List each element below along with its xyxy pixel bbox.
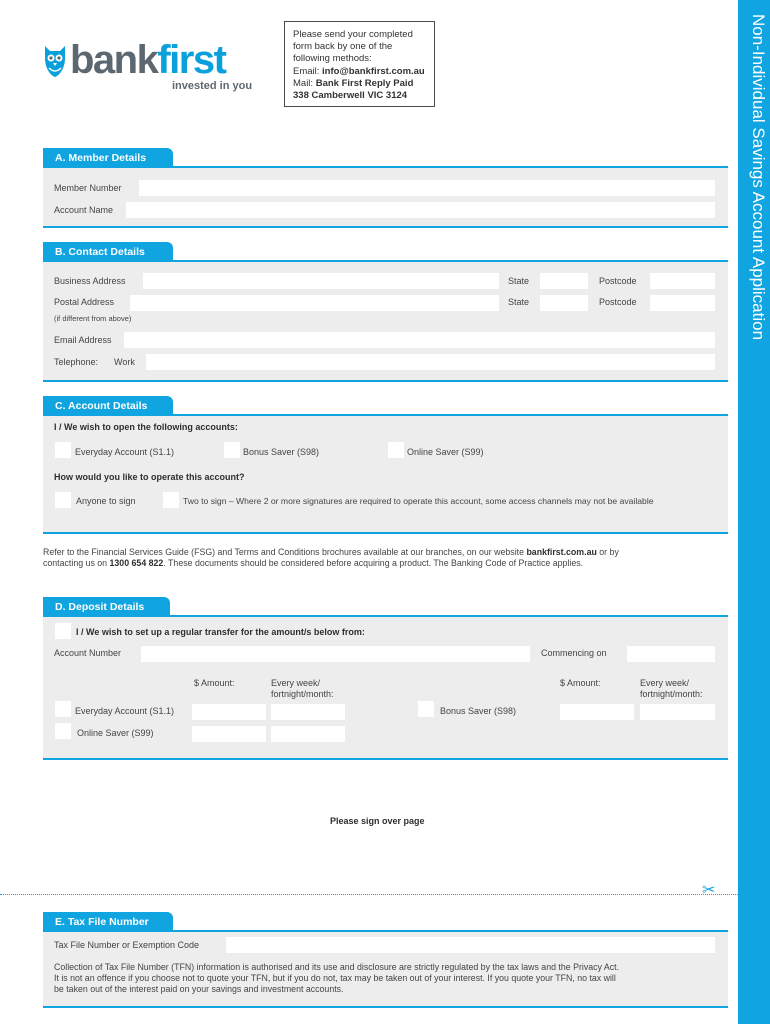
bonus-saver-checkbox[interactable]: [224, 442, 240, 458]
brand-tagline: invested in you: [172, 80, 253, 92]
deposit-online-amount-field[interactable]: [192, 726, 266, 742]
return-instructions-box: Please send your completed form back by one of the following methods: Email: info@bankfirst.com.au Mail: Bank First Reply Paid 338 Camberwell VIC 3124: [284, 21, 435, 107]
brand-wordmark: bankfirst: [70, 38, 226, 82]
commencing-on-field[interactable]: [627, 646, 715, 662]
form-title: Non-Individual Savings Account Application: [749, 14, 768, 341]
commencing-on-label: Commencing on: [541, 648, 607, 658]
deposit-everyday-amount-field[interactable]: [192, 704, 266, 720]
return-mail: Bank First Reply Paid: [315, 77, 414, 89]
account-name-label: Account Name: [54, 205, 114, 215]
transfer-account-number-label: Account Number: [54, 648, 122, 658]
deposit-online-checkbox[interactable]: [55, 723, 71, 739]
section-a-panel: [43, 168, 728, 228]
business-postcode-label: Postcode: [599, 276, 637, 286]
deposit-everyday-checkbox[interactable]: [55, 701, 71, 717]
frequency-header-right-line1: Every week/: [640, 678, 690, 688]
tfn-field[interactable]: [226, 937, 715, 953]
postal-address-label: Postal Address: [54, 297, 115, 307]
email-address-label: Email Address: [54, 335, 112, 345]
section-d-panel: [43, 617, 728, 760]
regular-transfer-checkbox[interactable]: [55, 623, 71, 639]
member-number-field[interactable]: [139, 180, 715, 196]
return-address: 338 Camberwell VIC 3124: [293, 90, 408, 102]
business-state-field[interactable]: [540, 273, 588, 289]
business-address-field[interactable]: [143, 273, 499, 289]
deposit-online-frequency-field[interactable]: [271, 726, 345, 742]
work-phone-field[interactable]: [146, 354, 715, 370]
postal-state-label: State: [508, 297, 530, 307]
postal-postcode-label: Postcode: [599, 297, 637, 307]
postal-state-field[interactable]: [540, 295, 588, 311]
tfn-label: Tax File Number or Exemption Code: [54, 940, 200, 950]
scissors-icon: ✂: [702, 882, 716, 899]
deposit-bonus-label: Bonus Saver (S98): [440, 706, 517, 716]
section-e-tab: E. Tax File Number: [43, 912, 173, 932]
frequency-header-left-line2: fortnight/month:: [271, 689, 334, 699]
postal-address-field[interactable]: [130, 295, 499, 311]
phone-number: 1300 654 822: [109, 558, 164, 568]
amount-header-right: $ Amount:: [560, 678, 601, 688]
member-number-label: Member Number: [54, 183, 122, 193]
bankfirst-logo: [42, 38, 257, 97]
deposit-bonus-frequency-field[interactable]: [640, 704, 715, 720]
transfer-account-number-field[interactable]: [141, 646, 530, 662]
frequency-header-left-line1: Every week/: [271, 678, 321, 688]
section-b-tab: B. Contact Details: [43, 242, 173, 262]
fsg-notice: Refer to the Financial Services Guide (FSG) and Terms and Conditions brochures available at our branches, on our website bankfirst.com.au or by contacting us on 1300 654 822. These documents should be considered before acquiring a product. The Banking Code of Practice applies.: [43, 547, 619, 568]
open-accounts-heading: I / We wish to open the following accounts:: [54, 422, 238, 432]
two-to-sign-checkbox[interactable]: [163, 492, 179, 508]
operate-heading: How would you like to operate this account?: [54, 472, 245, 482]
postal-postcode-field[interactable]: [650, 295, 715, 311]
section-a-tab: A. Member Details: [43, 148, 173, 168]
online-saver-checkbox[interactable]: [388, 442, 404, 458]
email-address-field[interactable]: [124, 332, 715, 348]
website-link[interactable]: bankfirst.com.au: [526, 547, 597, 557]
frequency-header-right-line2: fortnight/month:: [640, 689, 703, 699]
return-email: info@bankfirst.com.au: [322, 65, 425, 77]
online-saver-label: Online Saver (S99): [407, 447, 484, 457]
work-label: Work: [114, 357, 135, 367]
sign-over-page-note: Please sign over page: [330, 816, 425, 826]
postal-address-note: (if different from above): [54, 314, 132, 323]
owl-icon: [42, 44, 68, 78]
amount-header-left: $ Amount:: [194, 678, 235, 688]
bonus-saver-label: Bonus Saver (S98): [243, 447, 320, 457]
deposit-bonus-checkbox[interactable]: [418, 701, 434, 717]
deposit-online-label: Online Saver (S99): [77, 728, 154, 738]
cut-line: [0, 894, 738, 895]
anyone-to-sign-label: Anyone to sign: [76, 496, 136, 506]
everyday-account-label: Everyday Account (S1.1): [75, 447, 175, 457]
anyone-to-sign-checkbox[interactable]: [55, 492, 71, 508]
section-d-tab: D. Deposit Details: [43, 597, 170, 617]
business-address-label: Business Address: [54, 276, 126, 286]
deposit-everyday-frequency-field[interactable]: [271, 704, 345, 720]
section-c-tab: C. Account Details: [43, 396, 173, 416]
account-name-field[interactable]: [126, 202, 715, 218]
business-state-label: State: [508, 276, 530, 286]
deposit-everyday-label: Everyday Account (S1.1): [75, 706, 175, 716]
transfer-heading: I / We wish to set up a regular transfer for the amount/s below from:: [76, 627, 365, 637]
tfn-privacy-note: Collection of Tax File Number (TFN) information is authorised and its use and disclosure are strictly regulated by the tax laws and the Privacy Act. It is not an offence if you choose not to quote your TFN, but if you do not, tax may be taken out of your interest. If you quote your TFN, no tax will be taken out of the interest paid on your savings and investment accounts.: [54, 962, 620, 994]
two-to-sign-label: Two to sign – Where 2 or more signatures are required to operate this account, some access channels may not be available: [183, 496, 654, 506]
deposit-bonus-amount-field[interactable]: [560, 704, 634, 720]
telephone-label: Telephone:: [54, 357, 99, 367]
everyday-account-checkbox[interactable]: [55, 442, 71, 458]
business-postcode-field[interactable]: [650, 273, 715, 289]
